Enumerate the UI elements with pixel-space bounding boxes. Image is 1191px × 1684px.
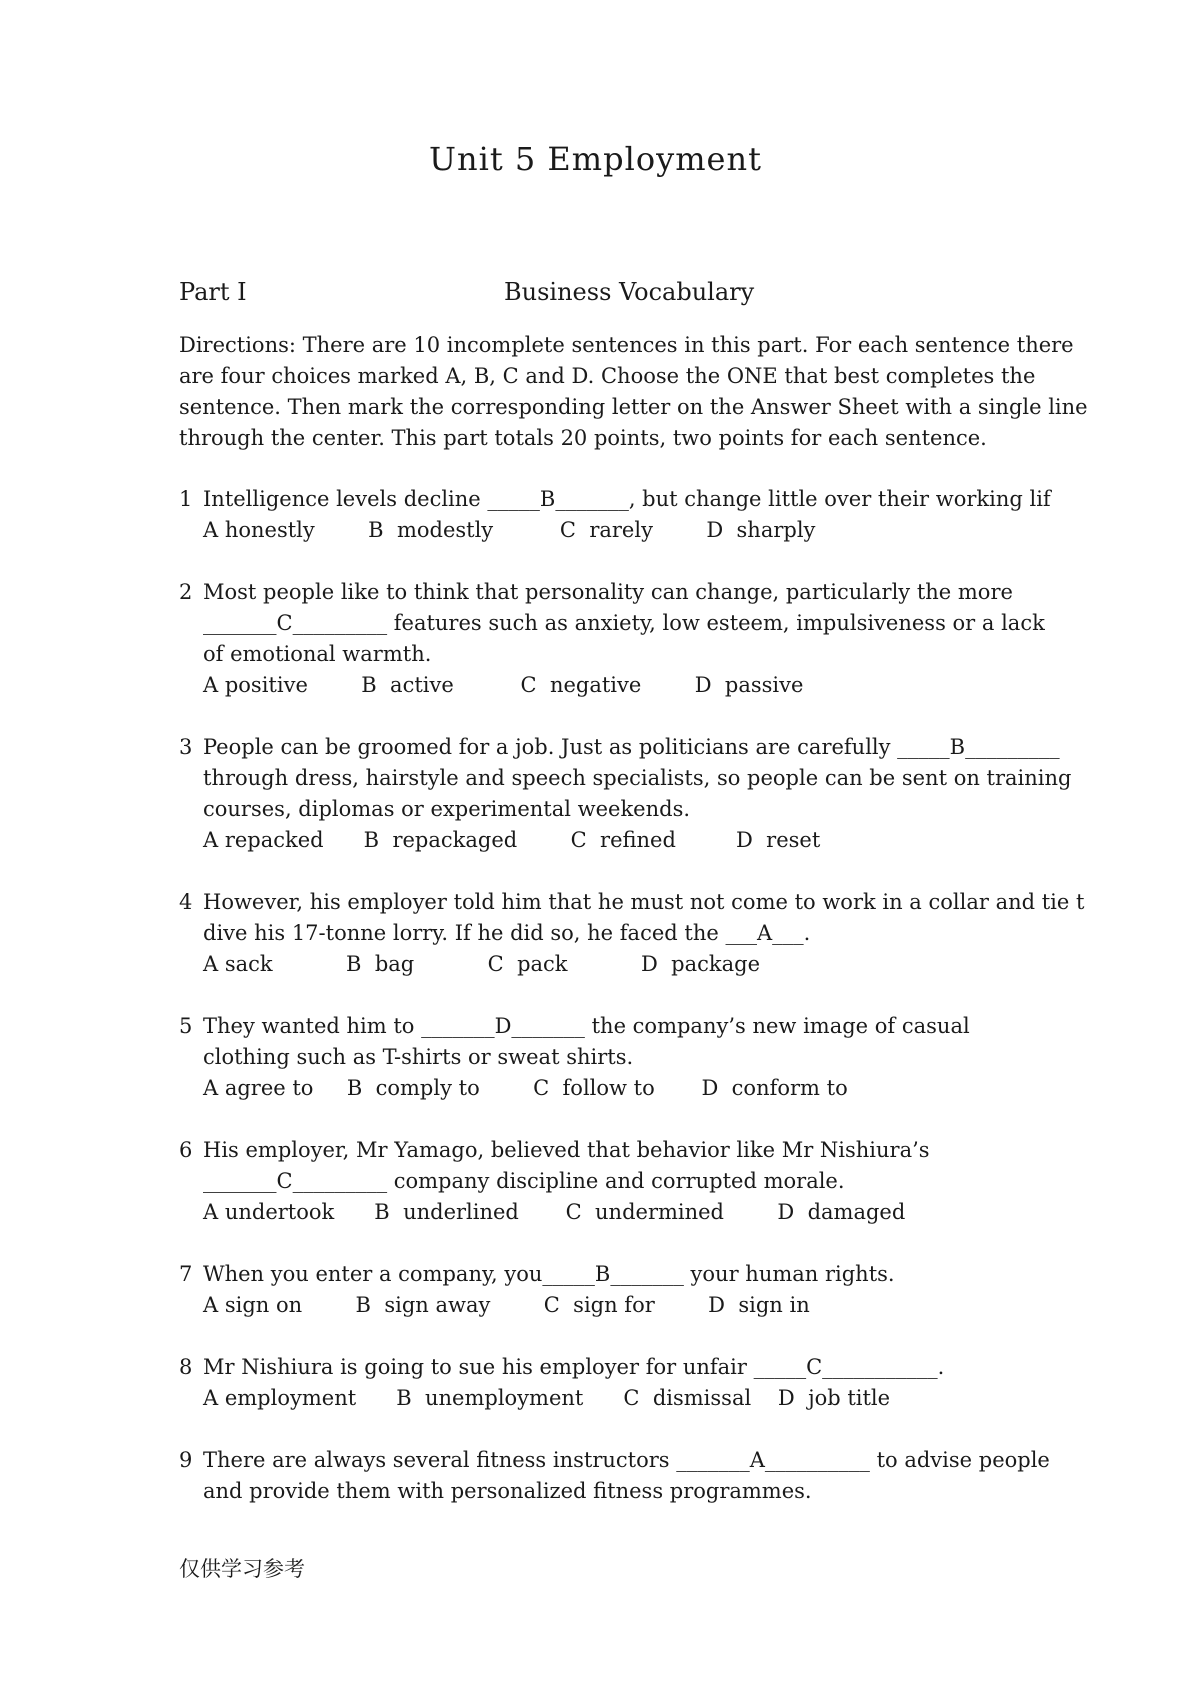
question-item: [179, 1259, 1191, 1321]
question-text: dive his 17-tonne lorry. If he did so, he faced the ___A___.: [203, 921, 811, 945]
question-item: [179, 887, 1191, 980]
question-options: A undertook B underlined C undermined D damaged: [203, 1200, 906, 1224]
question-line: [179, 577, 1191, 608]
question-text: and provide them with personalized fitness programmes.: [203, 1479, 812, 1503]
question-text: Most people like to think that personality can change, particularly the more: [203, 580, 1013, 604]
question-options: A sack B bag C pack D package: [203, 952, 760, 976]
question-item: [179, 1135, 1191, 1228]
question-text: There are always several fitness instructors _______A__________ to advise people: [203, 1448, 1050, 1472]
directions-text: Directions: There are 10 incomplete sentences in this part. For each sentence there are four choices marked A, B, C and D. Choose the ONE that best completes the sentence. Then mark the corresponding letter on the Answer Sheet with a single line through the center. This part totals 20 points, two points for each sentence.: [179, 333, 1088, 450]
question-item: [179, 732, 1191, 856]
question-line: [179, 1476, 1191, 1507]
question-item: [179, 1011, 1191, 1104]
question-text: _______C_________ features such as anxiety, low esteem, impulsiveness or a lack: [203, 611, 1045, 635]
question-options: A employment B unemployment C dismissal D job title: [203, 1386, 891, 1410]
question-line: [179, 608, 1191, 639]
question-options: A agree to B comply to C follow to D conform to: [203, 1076, 848, 1100]
question-list: [179, 484, 1191, 1538]
question-number: 7: [179, 1262, 193, 1286]
question-line: [179, 763, 1191, 794]
question-options: A positive B active C negative D passive: [203, 673, 804, 697]
question-text: through dress, hairstyle and speech specialists, so people can be sent on training: [203, 766, 1072, 790]
question-line: [179, 1445, 1191, 1476]
question-text: People can be groomed for a job. Just as politicians are carefully _____B_________: [203, 735, 1060, 759]
question-line: [179, 1011, 1191, 1042]
part-title: Business Vocabulary: [504, 278, 755, 306]
part-label: Part I: [179, 278, 247, 306]
question-number: 4: [179, 890, 193, 914]
question-text: Mr Nishiura is going to sue his employer for unfair _____C___________.: [203, 1355, 945, 1379]
question-number: 5: [179, 1014, 193, 1038]
question-line: [179, 887, 1191, 918]
question-text: clothing such as T-shirts or sweat shirts.: [203, 1045, 634, 1069]
question-line: [179, 1259, 1191, 1290]
question-number: 9: [179, 1448, 193, 1472]
question-number: 3: [179, 735, 193, 759]
part-heading: [179, 278, 1179, 306]
question-text: When you enter a company, you_____B_______ your human rights.: [203, 1262, 895, 1286]
question-line: [179, 639, 1191, 670]
question-text: His employer, Mr Yamago, believed that behavior like Mr Nishiura’s: [203, 1138, 930, 1162]
question-item: [179, 1352, 1191, 1414]
question-item: [179, 1445, 1191, 1507]
page-title: Unit 5 Employment: [429, 140, 762, 178]
question-text: They wanted him to _______D_______ the company’s new image of casual: [203, 1014, 970, 1038]
question-text: Intelligence levels decline _____B_______, but change little over their working lif: [203, 487, 1051, 511]
question-line: [179, 1352, 1191, 1383]
footer-note: 仅供学习参考: [179, 1557, 305, 1581]
question-number: 2: [179, 580, 193, 604]
question-line: [179, 1166, 1191, 1197]
question-number: 6: [179, 1138, 193, 1162]
question-options: A sign on B sign away C sign for D sign in: [203, 1293, 810, 1317]
question-line: [179, 1042, 1191, 1073]
question-item: [179, 484, 1191, 546]
question-text: of emotional warmth.: [203, 642, 432, 666]
question-options: A repacked B repackaged C refined D reset: [203, 828, 821, 852]
question-text: courses, diplomas or experimental weekends.: [203, 797, 691, 821]
question-line: [179, 1135, 1191, 1166]
question-number: 8: [179, 1355, 193, 1379]
question-item: [179, 577, 1191, 701]
question-line: [179, 918, 1191, 949]
question-line: [179, 794, 1191, 825]
question-line: [179, 732, 1191, 763]
question-options: A honestly B modestly C rarely D sharply: [203, 518, 816, 542]
question-text: _______C_________ company discipline and corrupted morale.: [203, 1169, 845, 1193]
question-line: [179, 484, 1191, 515]
question-number: 1: [179, 487, 193, 511]
question-text: However, his employer told him that he must not come to work in a collar and tie t: [203, 890, 1085, 914]
